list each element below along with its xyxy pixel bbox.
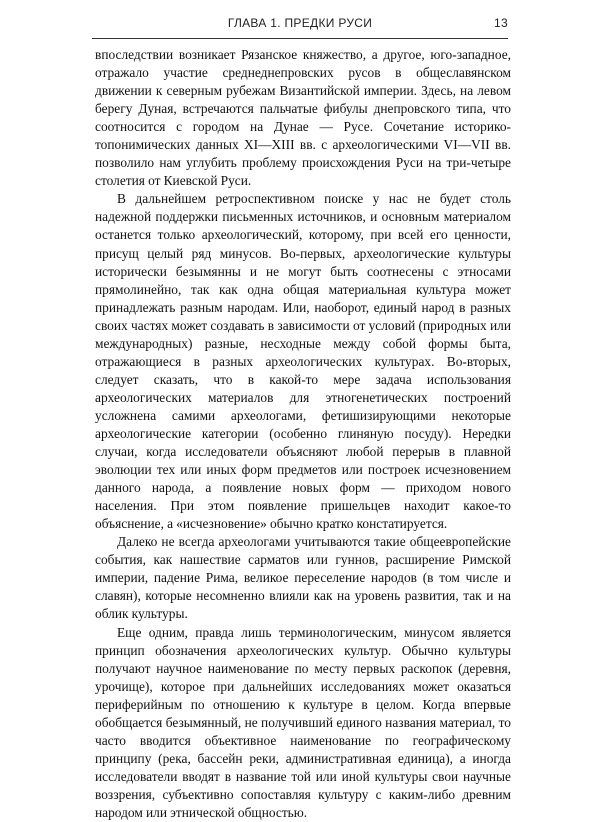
running-header (92, 14, 508, 36)
paragraph: Далеко не всегда археологами учитываются такие общеевропейские события, как нашествие сарматов или гуннов, расширение Римской империи, падение Рима, великое переселение народов (в том числе и славян), которые несомненно влияли как на уровень развития, так и на облик культуры. (95, 533, 511, 623)
paragraph-continued: впоследствии возникает Рязанское княжество, а другое, юго-западное, отражало участие среднеднепровских русов в общеславянском движении к северным рубежам Византийской империи. Здесь, на левом берегу Дуная, встречаются пальчатые фибулы днепровского типа, что соотносится с городом на Дунае — Русе. Сочетание историко-топонимических данных XI—XIII вв. с археологическими VI—VII вв. позволило нам углубить проблему происхождения Руси на три-четыре столетия от Киевской Руси. (95, 46, 511, 190)
header-divider (92, 38, 508, 39)
body-text (95, 46, 511, 822)
page-number: 13 (494, 16, 508, 30)
paragraph: В дальнейшем ретроспективном поиске у нас не будет столь надежной поддержки письменных источников, и основным материалом останется только археологический, которому, при всей его ценности, присущ целый ряд минусов. Во-первых, археологические культуры исторически безымянны и не могут быть соотнесены с этносами прямолинейно, так как одна общая материальная культура может принадлежать разным народам. Или, наоборот, единый народ в разных своих частях может создавать в зависимости от условий (природных или международных) разные, несходные между собой формы быта, отражающиеся в разных археологических культурах. Во-вторых, следует сказать, что в какой-то мере задача использования археологических материалов для этногенетических построений усложнена самими археологами, фетишизирующими некоторые археологические категории (особенно глиняную посуду). Нередки случаи, когда исследователи объясняют любой перерыв в плавной эволюции тех или иных форм предметов или построек исчезновением данного народа, а появление новых форм — приходом нового населения. При этом появление пришельцев находит какое-то объяснение, а «исчезновение» обычно кратко констатируется. (95, 190, 511, 533)
chapter-title: ГЛАВА 1. ПРЕДКИ РУСИ (228, 16, 372, 30)
paragraph: Еще одним, правда лишь терминологическим, минусом является принцип обозначения археологических культур. Обычно культуры получают научное наименование по месту первых раскопок (деревня, урочище), которое при дальнейших исследованиях может оказаться периферийным по отношению к культуре в целом. Когда впервые обобщается безымянный, не получивший единого названия материал, то часто вводится объективное наименование по географическому принципу (река, бассейн реки, административная единица), а иногда исследователи вводят в название той или иной культуры свои научные воззрения, субъективно сопоставляя культуру с каким-либо древним народом или этнической общностью. (95, 624, 511, 822)
